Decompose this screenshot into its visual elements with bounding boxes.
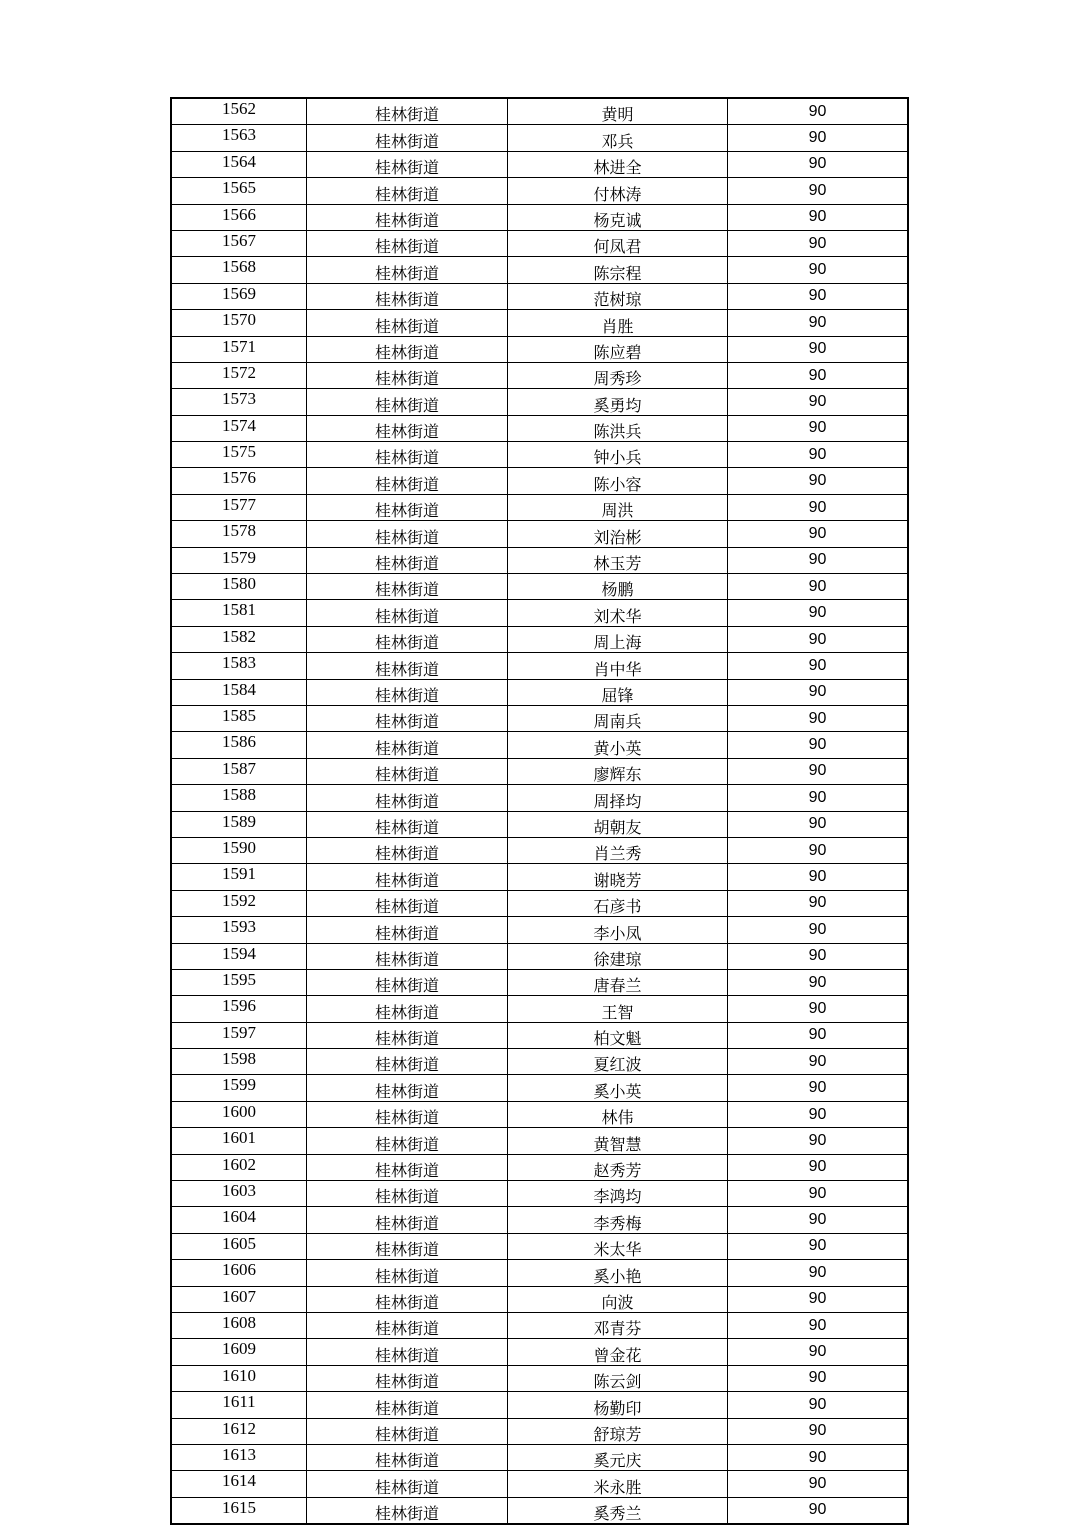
row-number-cell: 1590	[171, 837, 307, 863]
person-name-cell: 周择均	[508, 785, 728, 811]
score-cell: 90	[728, 864, 909, 890]
score-cell: 90	[728, 811, 909, 837]
street-cell: 桂林街道	[307, 758, 508, 784]
row-number-cell: 1606	[171, 1260, 307, 1286]
score-cell: 90	[728, 521, 909, 547]
row-number-cell: 1583	[171, 653, 307, 679]
table-row	[171, 1233, 908, 1259]
table-row	[171, 547, 908, 573]
score-cell: 90	[728, 679, 909, 705]
row-number-cell: 1588	[171, 785, 307, 811]
score-cell: 90	[728, 1471, 909, 1497]
table-row	[171, 705, 908, 731]
table-row	[171, 653, 908, 679]
row-number-cell: 1564	[171, 151, 307, 177]
person-name-cell: 奚小艳	[508, 1260, 728, 1286]
row-number-cell: 1587	[171, 758, 307, 784]
row-number-cell: 1604	[171, 1207, 307, 1233]
street-cell: 桂林街道	[307, 1207, 508, 1233]
person-name-cell: 林伟	[508, 1101, 728, 1127]
table-row	[171, 574, 908, 600]
row-number-cell: 1584	[171, 679, 307, 705]
street-cell: 桂林街道	[307, 1339, 508, 1365]
row-number-cell: 1568	[171, 257, 307, 283]
person-name-cell: 刘治彬	[508, 521, 728, 547]
table-row	[171, 1154, 908, 1180]
table-row	[171, 1497, 908, 1524]
row-number-cell: 1614	[171, 1471, 307, 1497]
street-cell: 桂林街道	[307, 917, 508, 943]
score-cell: 90	[728, 1312, 909, 1338]
street-cell: 桂林街道	[307, 679, 508, 705]
score-cell: 90	[728, 1286, 909, 1312]
street-cell: 桂林街道	[307, 1049, 508, 1075]
score-cell: 90	[728, 204, 909, 230]
street-cell: 桂林街道	[307, 1260, 508, 1286]
table-row	[171, 1075, 908, 1101]
person-name-cell: 肖胜	[508, 310, 728, 336]
table-row	[171, 1365, 908, 1391]
score-cell: 90	[728, 1128, 909, 1154]
person-name-cell: 周秀珍	[508, 362, 728, 388]
person-name-cell: 范树琼	[508, 283, 728, 309]
score-cell: 90	[728, 310, 909, 336]
score-cell: 90	[728, 1181, 909, 1207]
row-number-cell: 1611	[171, 1392, 307, 1418]
score-cell: 90	[728, 1075, 909, 1101]
row-number-cell: 1570	[171, 310, 307, 336]
row-number-cell: 1602	[171, 1154, 307, 1180]
score-cell: 90	[728, 1154, 909, 1180]
table-row	[171, 336, 908, 362]
person-name-cell: 陈小容	[508, 468, 728, 494]
row-number-cell: 1572	[171, 362, 307, 388]
table-row	[171, 1022, 908, 1048]
street-cell: 桂林街道	[307, 494, 508, 520]
row-number-cell: 1586	[171, 732, 307, 758]
score-cell: 90	[728, 1049, 909, 1075]
score-cell: 90	[728, 1260, 909, 1286]
table-row	[171, 864, 908, 890]
row-number-cell: 1599	[171, 1075, 307, 1101]
table-row	[171, 758, 908, 784]
table-row	[171, 1260, 908, 1286]
score-cell: 90	[728, 1392, 909, 1418]
street-cell: 桂林街道	[307, 389, 508, 415]
street-cell: 桂林街道	[307, 125, 508, 151]
row-number-cell: 1595	[171, 969, 307, 995]
row-number-cell: 1613	[171, 1444, 307, 1470]
table-row	[171, 230, 908, 256]
street-cell: 桂林街道	[307, 204, 508, 230]
row-number-cell: 1605	[171, 1233, 307, 1259]
person-name-cell: 柏文魁	[508, 1022, 728, 1048]
person-name-cell: 陈云剑	[508, 1365, 728, 1391]
person-name-cell: 奚秀兰	[508, 1497, 728, 1524]
table-row	[171, 125, 908, 151]
person-name-cell: 周上海	[508, 626, 728, 652]
street-cell: 桂林街道	[307, 442, 508, 468]
table-row	[171, 1286, 908, 1312]
table-row	[171, 917, 908, 943]
score-cell: 90	[728, 837, 909, 863]
street-cell: 桂林街道	[307, 1286, 508, 1312]
table-row	[171, 1471, 908, 1497]
score-cell: 90	[728, 1339, 909, 1365]
score-cell: 90	[728, 389, 909, 415]
person-name-cell: 胡朝友	[508, 811, 728, 837]
person-name-cell: 付林涛	[508, 178, 728, 204]
row-number-cell: 1594	[171, 943, 307, 969]
score-cell: 90	[728, 151, 909, 177]
row-number-cell: 1608	[171, 1312, 307, 1338]
street-cell: 桂林街道	[307, 1075, 508, 1101]
score-cell: 90	[728, 336, 909, 362]
person-name-cell: 钟小兵	[508, 442, 728, 468]
row-number-cell: 1592	[171, 890, 307, 916]
street-cell: 桂林街道	[307, 811, 508, 837]
row-number-cell: 1582	[171, 626, 307, 652]
table-row	[171, 389, 908, 415]
person-name-cell: 奚小英	[508, 1075, 728, 1101]
table-row	[171, 310, 908, 336]
score-cell: 90	[728, 574, 909, 600]
street-cell: 桂林街道	[307, 1128, 508, 1154]
score-cell: 90	[728, 758, 909, 784]
person-name-cell: 陈宗程	[508, 257, 728, 283]
person-name-cell: 周洪	[508, 494, 728, 520]
row-number-cell: 1579	[171, 547, 307, 573]
person-name-cell: 屈锋	[508, 679, 728, 705]
person-name-cell: 周南兵	[508, 705, 728, 731]
person-name-cell: 邓兵	[508, 125, 728, 151]
table-row	[171, 442, 908, 468]
person-name-cell: 徐建琼	[508, 943, 728, 969]
row-number-cell: 1567	[171, 230, 307, 256]
street-cell: 桂林街道	[307, 864, 508, 890]
street-cell: 桂林街道	[307, 1101, 508, 1127]
person-name-cell: 刘术华	[508, 600, 728, 626]
row-number-cell: 1562	[171, 98, 307, 125]
person-name-cell: 杨鹏	[508, 574, 728, 600]
score-cell: 90	[728, 442, 909, 468]
table-row	[171, 151, 908, 177]
person-name-cell: 黄明	[508, 98, 728, 125]
roster-table	[170, 97, 909, 1525]
street-cell: 桂林街道	[307, 626, 508, 652]
street-cell: 桂林街道	[307, 257, 508, 283]
score-cell: 90	[728, 494, 909, 520]
row-number-cell: 1597	[171, 1022, 307, 1048]
person-name-cell: 黄小英	[508, 732, 728, 758]
score-cell: 90	[728, 98, 909, 125]
table-row	[171, 1339, 908, 1365]
street-cell: 桂林街道	[307, 151, 508, 177]
row-number-cell: 1574	[171, 415, 307, 441]
person-name-cell: 邓青芬	[508, 1312, 728, 1338]
table-row	[171, 969, 908, 995]
person-name-cell: 向波	[508, 1286, 728, 1312]
street-cell: 桂林街道	[307, 1392, 508, 1418]
table-row	[171, 1207, 908, 1233]
score-cell: 90	[728, 1101, 909, 1127]
table-row	[171, 811, 908, 837]
row-number-cell: 1565	[171, 178, 307, 204]
street-cell: 桂林街道	[307, 362, 508, 388]
score-cell: 90	[728, 1233, 909, 1259]
street-cell: 桂林街道	[307, 705, 508, 731]
row-number-cell: 1580	[171, 574, 307, 600]
street-cell: 桂林街道	[307, 310, 508, 336]
person-name-cell: 李鸿均	[508, 1181, 728, 1207]
score-cell: 90	[728, 362, 909, 388]
street-cell: 桂林街道	[307, 1022, 508, 1048]
street-cell: 桂林街道	[307, 996, 508, 1022]
row-number-cell: 1596	[171, 996, 307, 1022]
table-row	[171, 785, 908, 811]
row-number-cell: 1575	[171, 442, 307, 468]
row-number-cell: 1577	[171, 494, 307, 520]
score-cell: 90	[728, 1418, 909, 1444]
score-cell: 90	[728, 732, 909, 758]
score-cell: 90	[728, 705, 909, 731]
score-cell: 90	[728, 600, 909, 626]
street-cell: 桂林街道	[307, 283, 508, 309]
person-name-cell: 肖兰秀	[508, 837, 728, 863]
table-row	[171, 1101, 908, 1127]
person-name-cell: 陈应碧	[508, 336, 728, 362]
score-cell: 90	[728, 1022, 909, 1048]
street-cell: 桂林街道	[307, 653, 508, 679]
street-cell: 桂林街道	[307, 98, 508, 125]
street-cell: 桂林街道	[307, 1444, 508, 1470]
street-cell: 桂林街道	[307, 1365, 508, 1391]
score-cell: 90	[728, 1444, 909, 1470]
street-cell: 桂林街道	[307, 1497, 508, 1524]
street-cell: 桂林街道	[307, 336, 508, 362]
roster-table-body	[171, 98, 908, 1524]
row-number-cell: 1615	[171, 1497, 307, 1524]
score-cell: 90	[728, 890, 909, 916]
street-cell: 桂林街道	[307, 1233, 508, 1259]
table-row	[171, 362, 908, 388]
table-row	[171, 494, 908, 520]
table-row	[171, 98, 908, 125]
row-number-cell: 1571	[171, 336, 307, 362]
person-name-cell: 廖辉东	[508, 758, 728, 784]
street-cell: 桂林街道	[307, 1471, 508, 1497]
table-row	[171, 732, 908, 758]
row-number-cell: 1598	[171, 1049, 307, 1075]
person-name-cell: 曾金花	[508, 1339, 728, 1365]
street-cell: 桂林街道	[307, 1312, 508, 1338]
table-row	[171, 283, 908, 309]
row-number-cell: 1600	[171, 1101, 307, 1127]
score-cell: 90	[728, 1207, 909, 1233]
person-name-cell: 肖中华	[508, 653, 728, 679]
person-name-cell: 黄智慧	[508, 1128, 728, 1154]
person-name-cell: 谢晓芳	[508, 864, 728, 890]
table-row	[171, 1418, 908, 1444]
score-cell: 90	[728, 415, 909, 441]
table-row	[171, 178, 908, 204]
score-cell: 90	[728, 969, 909, 995]
street-cell: 桂林街道	[307, 969, 508, 995]
score-cell: 90	[728, 230, 909, 256]
score-cell: 90	[728, 653, 909, 679]
person-name-cell: 夏红波	[508, 1049, 728, 1075]
row-number-cell: 1569	[171, 283, 307, 309]
score-cell: 90	[728, 547, 909, 573]
row-number-cell: 1607	[171, 1286, 307, 1312]
score-cell: 90	[728, 1497, 909, 1524]
table-row	[171, 600, 908, 626]
row-number-cell: 1603	[171, 1181, 307, 1207]
row-number-cell: 1589	[171, 811, 307, 837]
street-cell: 桂林街道	[307, 890, 508, 916]
score-cell: 90	[728, 1365, 909, 1391]
person-name-cell: 米永胜	[508, 1471, 728, 1497]
row-number-cell: 1573	[171, 389, 307, 415]
row-number-cell: 1576	[171, 468, 307, 494]
street-cell: 桂林街道	[307, 1181, 508, 1207]
person-name-cell: 杨克诚	[508, 204, 728, 230]
row-number-cell: 1566	[171, 204, 307, 230]
table-row	[171, 996, 908, 1022]
person-name-cell: 王智	[508, 996, 728, 1022]
street-cell: 桂林街道	[307, 785, 508, 811]
street-cell: 桂林街道	[307, 1418, 508, 1444]
score-cell: 90	[728, 283, 909, 309]
table-row	[171, 204, 908, 230]
table-row	[171, 521, 908, 547]
score-cell: 90	[728, 626, 909, 652]
street-cell: 桂林街道	[307, 521, 508, 547]
row-number-cell: 1563	[171, 125, 307, 151]
street-cell: 桂林街道	[307, 178, 508, 204]
street-cell: 桂林街道	[307, 732, 508, 758]
street-cell: 桂林街道	[307, 837, 508, 863]
score-cell: 90	[728, 917, 909, 943]
table-row	[171, 468, 908, 494]
table-row	[171, 1049, 908, 1075]
row-number-cell: 1612	[171, 1418, 307, 1444]
table-row	[171, 679, 908, 705]
score-cell: 90	[728, 125, 909, 151]
table-row	[171, 1312, 908, 1338]
person-name-cell: 林进全	[508, 151, 728, 177]
table-row	[171, 1392, 908, 1418]
person-name-cell: 唐春兰	[508, 969, 728, 995]
table-row	[171, 837, 908, 863]
street-cell: 桂林街道	[307, 230, 508, 256]
street-cell: 桂林街道	[307, 415, 508, 441]
row-number-cell: 1601	[171, 1128, 307, 1154]
table-row	[171, 890, 908, 916]
person-name-cell: 林玉芳	[508, 547, 728, 573]
row-number-cell: 1609	[171, 1339, 307, 1365]
row-number-cell: 1593	[171, 917, 307, 943]
person-name-cell: 何凤君	[508, 230, 728, 256]
table-row	[171, 626, 908, 652]
person-name-cell: 赵秀芳	[508, 1154, 728, 1180]
street-cell: 桂林街道	[307, 574, 508, 600]
row-number-cell: 1585	[171, 705, 307, 731]
table-row	[171, 1181, 908, 1207]
row-number-cell: 1581	[171, 600, 307, 626]
person-name-cell: 李秀梅	[508, 1207, 728, 1233]
score-cell: 90	[728, 468, 909, 494]
row-number-cell: 1591	[171, 864, 307, 890]
street-cell: 桂林街道	[307, 943, 508, 969]
person-name-cell: 陈洪兵	[508, 415, 728, 441]
person-name-cell: 米太华	[508, 1233, 728, 1259]
table-row	[171, 415, 908, 441]
table-row	[171, 1444, 908, 1470]
score-cell: 90	[728, 257, 909, 283]
person-name-cell: 杨勤印	[508, 1392, 728, 1418]
score-cell: 90	[728, 178, 909, 204]
person-name-cell: 石彦书	[508, 890, 728, 916]
table-row	[171, 257, 908, 283]
person-name-cell: 奚勇均	[508, 389, 728, 415]
street-cell: 桂林街道	[307, 547, 508, 573]
street-cell: 桂林街道	[307, 600, 508, 626]
person-name-cell: 舒琼芳	[508, 1418, 728, 1444]
row-number-cell: 1610	[171, 1365, 307, 1391]
row-number-cell: 1578	[171, 521, 307, 547]
score-cell: 90	[728, 996, 909, 1022]
person-name-cell: 奚元庆	[508, 1444, 728, 1470]
person-name-cell: 李小凤	[508, 917, 728, 943]
street-cell: 桂林街道	[307, 1154, 508, 1180]
table-row	[171, 943, 908, 969]
table-row	[171, 1128, 908, 1154]
score-cell: 90	[728, 943, 909, 969]
score-cell: 90	[728, 785, 909, 811]
street-cell: 桂林街道	[307, 468, 508, 494]
